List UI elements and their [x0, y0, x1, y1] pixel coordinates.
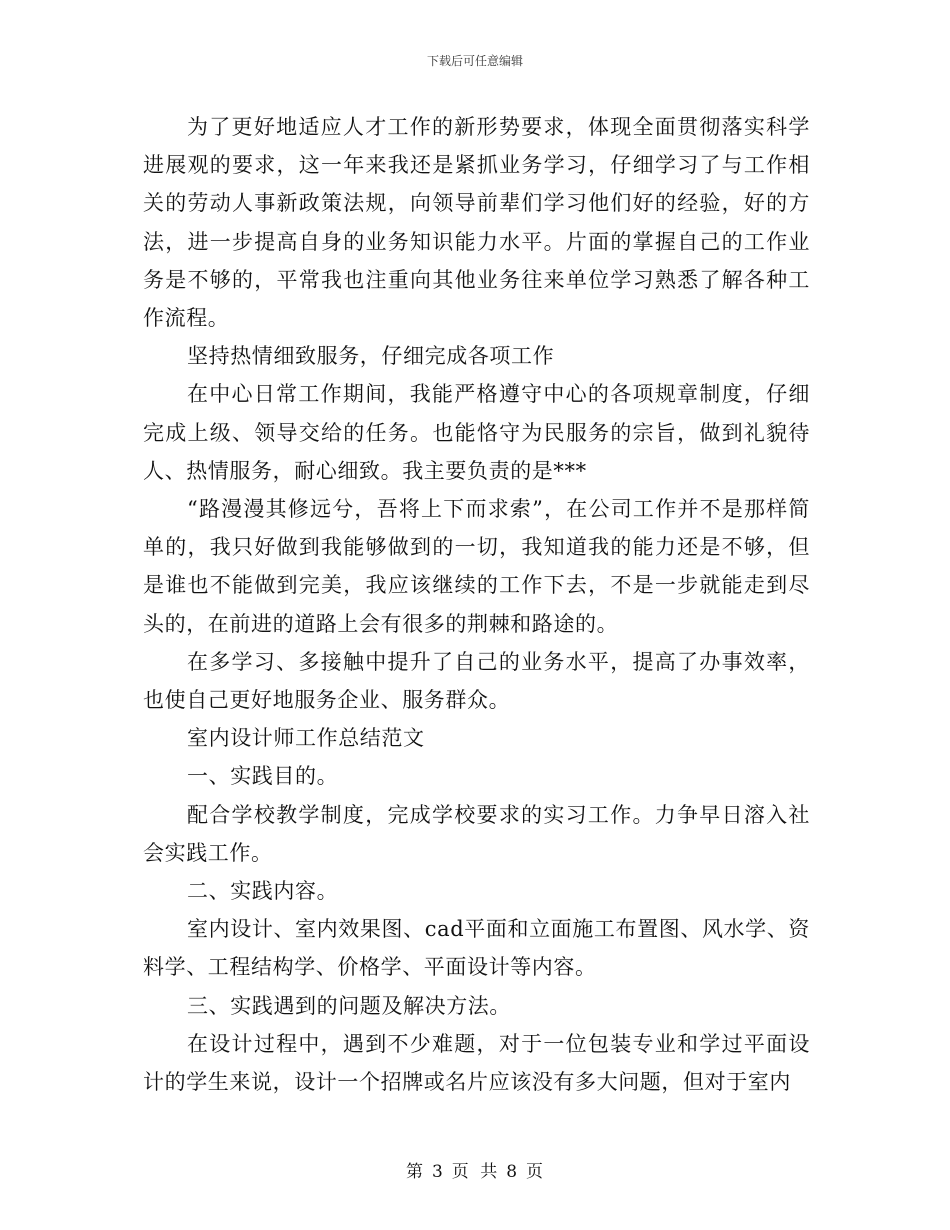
- paragraph: “路漫漫其修远兮，吾将上下而求索”，在公司工作并不是那样简单的，我只好做到我能够做到的一切，我知道我的能力还是不够，但是谁也不能做到完美，我应该继续的工作下去，不是一步就能走到尽头的，在前进的道路上会有很多的荆棘和路途的。: [143, 497, 810, 636]
- section-heading: 二、实践内容。: [187, 879, 339, 904]
- header-note: 下载后可任意编辑: [426, 54, 523, 68]
- page-number: 3: [431, 1162, 444, 1182]
- total-pages: 8: [506, 1162, 519, 1182]
- section-heading: 三、实践遇到的问题及解决方法。: [187, 993, 511, 1018]
- paragraph: 在多学习、多接触中提升了自己的业务水平，提高了办事效率，也使自己更好地服务企业、服务群众。: [143, 649, 810, 713]
- document-title: 室内设计师工作总结范文: [187, 726, 425, 751]
- section-heading: 坚持热情细致服务，仔细完成各项工作: [187, 344, 555, 369]
- page-label-suffix: 页: [526, 1162, 545, 1182]
- paragraph: 在设计过程中，遇到不少难题，对于一位包装专业和学过平面设计的学生来说，设计一个招牌或名片应该没有多大问题，但对于室内: [143, 1031, 810, 1095]
- page-label-prefix: 第: [405, 1162, 424, 1182]
- paragraph: 在中心日常工作期间，我能严格遵守中心的各项规章制度，仔细完成上级、领导交给的任务。也能恪守为民服务的宗旨，做到礼貌待人、热情服务，耐心细致。我主要负责的是***: [143, 382, 810, 483]
- page-footer: [0, 1157, 950, 1182]
- paragraph: 为了更好地适应人才工作的新形势要求，体现全面贯彻落实科学进展观的要求，这一年来我还是紧抓业务学习，仔细学习了与工作相关的劳动人事新政策法规，向领导前辈们学习他们好的经验，好的方法，进一步提高自身的业务知识能力水平。片面的掌握自己的工作业务是不够的，平常我也注重向其他业务往来单位学习熟悉了解各种工作流程。: [143, 115, 810, 331]
- paragraph: 室内设计、室内效果图、cad平面和立面施工布置图、风水学、资料学、工程结构学、价格学、平面设计等内容。: [143, 917, 810, 980]
- document-body: [143, 108, 810, 1101]
- section-heading: 一、实践目的。: [187, 764, 339, 789]
- page-label-mid: 页 共: [451, 1162, 499, 1182]
- paragraph: 配合学校教学制度，完成学校要求的实习工作。力争早日溶入社会实践工作。: [143, 802, 810, 865]
